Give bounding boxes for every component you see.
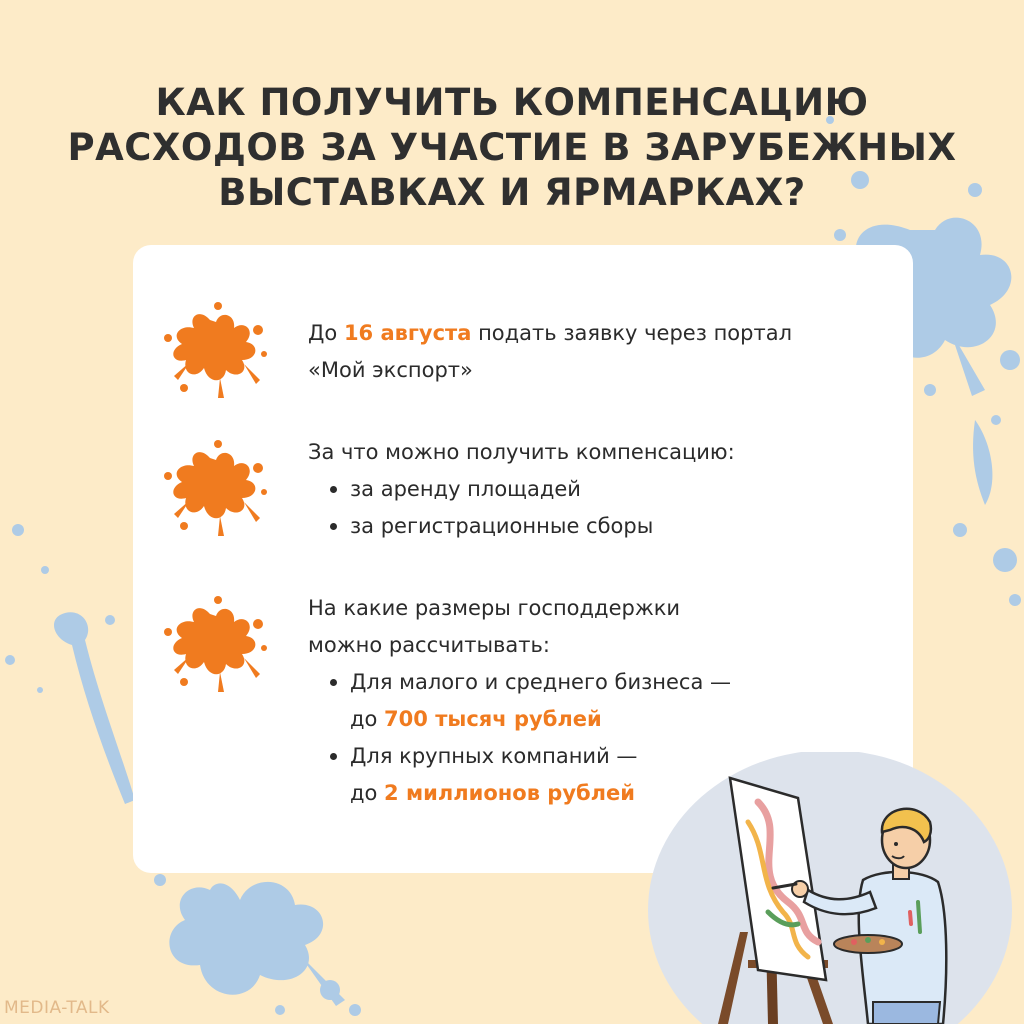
compensation-heading: За что можно получить компенсацию:: [308, 440, 735, 464]
deadline-block: [308, 315, 792, 389]
deadline-line-2: «Мой экспорт»: [308, 358, 473, 382]
support-heading-line-1: На какие размеры господдержки: [308, 596, 681, 620]
page-title: [0, 80, 1024, 215]
orange-paint-splat-icon: [160, 436, 272, 540]
list-item: за регистрационные сборы: [308, 508, 735, 545]
orange-paint-splat-icon: [160, 592, 272, 696]
title-line-3: ВЫСТАВКАХ И ЯРМАРКАХ?: [218, 171, 806, 214]
artist-painting-icon: [648, 752, 1013, 1024]
orange-paint-splat-icon: [160, 298, 272, 402]
deadline-suffix: подать заявку через портал: [471, 321, 792, 345]
support-item-label: Для крупных компаний —: [350, 744, 638, 768]
list-item: [308, 664, 731, 738]
support-heading-line-2: можно рассчитывать:: [308, 633, 550, 657]
support-item-amount: 700 тысяч рублей: [384, 707, 602, 731]
compensation-block: [308, 434, 735, 545]
support-item-amount: 2 миллионов рублей: [384, 781, 636, 805]
deadline-date: 16 августа: [343, 321, 472, 345]
title-line-1: КАК ПОЛУЧИТЬ КОМПЕНСАЦИЮ: [155, 81, 869, 124]
support-item-amount-line: [350, 701, 731, 738]
artist-illustration: [648, 752, 1013, 1024]
deadline-line-1: [308, 315, 792, 352]
brand-watermark: MEDIA-TALK: [4, 998, 110, 1018]
blue-paint-splash-left: [0, 500, 150, 840]
support-item-prefix: до: [350, 707, 385, 731]
support-item-label: Для малого и среднего бизнеса —: [350, 670, 732, 694]
compensation-list: [308, 471, 735, 545]
list-item: за аренду площадей: [308, 471, 735, 508]
deadline-prefix: До: [308, 321, 344, 345]
title-line-2: РАСХОДОВ ЗА УЧАСТИЕ В ЗАРУБЕЖНЫХ: [67, 126, 957, 169]
blue-paint-splash-bottom: [130, 860, 370, 1024]
support-item-prefix: до: [350, 781, 385, 805]
